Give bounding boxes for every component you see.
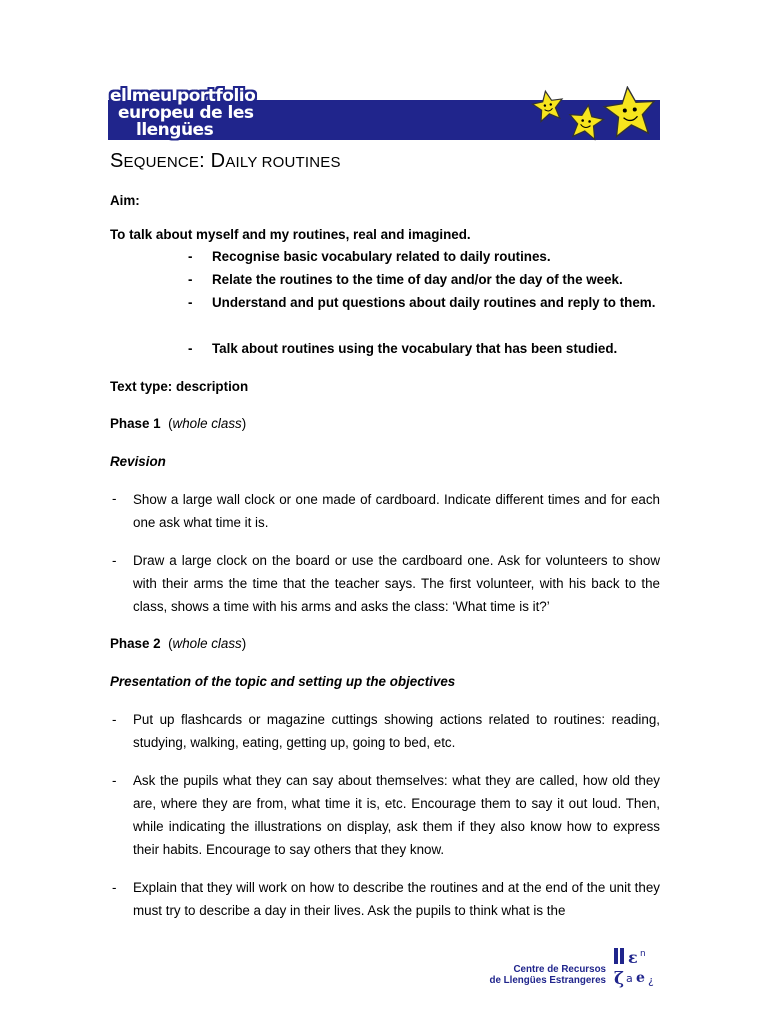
page-header — [108, 86, 660, 144]
logo-line-1: el meu portfolio — [110, 86, 256, 106]
bullet-dash: - — [112, 712, 117, 727]
text-type: Text type: description — [110, 379, 249, 394]
logo-line-2: europeu de les — [118, 103, 254, 123]
page-title: SEQUENCE: DAILY ROUTINES — [110, 150, 341, 172]
aim-item: Relate the routines to the time of day and/or the day of the week. — [212, 272, 623, 287]
presentation-item: Ask the pupils what they can say about themselves: what they are called, how old they are, where they are from, what time it is, etc. Encourage them to say it out loud. Then, while indicating the illustrations on display, ask them if they also know how to express their habits. Encourage to say others that they know. — [133, 773, 660, 857]
phase-2-heading: Phase 2 (whole class) — [110, 636, 247, 651]
presentation-heading: Presentation of the topic and setting up the objectives — [110, 674, 456, 689]
svg-text:ε: ε — [628, 948, 638, 967]
revision-item: Show a large wall clock or one made of cardboard. Indicate different times and for each one ask what time it is. — [133, 492, 660, 530]
footer-line-2: de Llengües Estrangeres — [489, 975, 606, 986]
bullet-dash: - — [112, 773, 117, 788]
revision-heading: Revision — [110, 454, 166, 469]
bullet-dash: - — [112, 491, 117, 506]
aim-label: Aim: — [110, 193, 140, 208]
revision-item: Draw a large clock on the board or use the cardboard one. Ask for volunteers to show with their arms the time that the teacher says. The first volunteer, with his back to the class, shows a time with his arms and asks the class: ‘What time is it?’ — [133, 553, 660, 614]
bullet-dash: - — [112, 880, 117, 895]
aim-text: To talk about myself and my routines, real and imagined. — [110, 227, 471, 242]
svg-text:ζ: ζ — [614, 969, 625, 988]
aim-item: Talk about routines using the vocabulary that has been studied. — [212, 341, 618, 356]
star-icon — [567, 103, 605, 140]
phase-1-heading: Phase 1 (whole class) — [110, 416, 247, 431]
bullet-dash: - — [188, 295, 193, 310]
star-icon — [531, 89, 566, 123]
footer-line-1: Centre de Recursos — [513, 964, 606, 975]
svg-text:¿: ¿ — [648, 974, 654, 987]
logo-line-3: llengües — [136, 120, 214, 140]
portfolio-logo — [108, 86, 256, 140]
crle-logo-icon — [612, 946, 664, 988]
footer-logo-block — [488, 946, 664, 992]
bullet-dash: - — [112, 553, 117, 568]
svg-text:n: n — [640, 949, 646, 959]
aim-item: Understand and put questions about daily routines and reply to them. — [212, 295, 656, 310]
aim-item: Recognise basic vocabulary related to daily routines. — [212, 249, 551, 264]
presentation-item: Explain that they will work on how to describe the routines and at the end of the unit they must try to describe a day in their lives. Ask the pupils to think what is the — [133, 880, 660, 918]
bullet-dash: - — [188, 272, 193, 287]
star-icon — [603, 86, 658, 137]
svg-text:e: e — [636, 970, 645, 986]
presentation-item: Put up flashcards or magazine cuttings showing actions related to routines: reading, studying, walking, eating, getting up, going to bed, etc. — [133, 712, 660, 750]
bullet-dash: - — [188, 341, 193, 356]
bullet-dash: - — [188, 249, 193, 264]
stars-illustration — [526, 86, 660, 146]
svg-text:a: a — [626, 972, 633, 985]
